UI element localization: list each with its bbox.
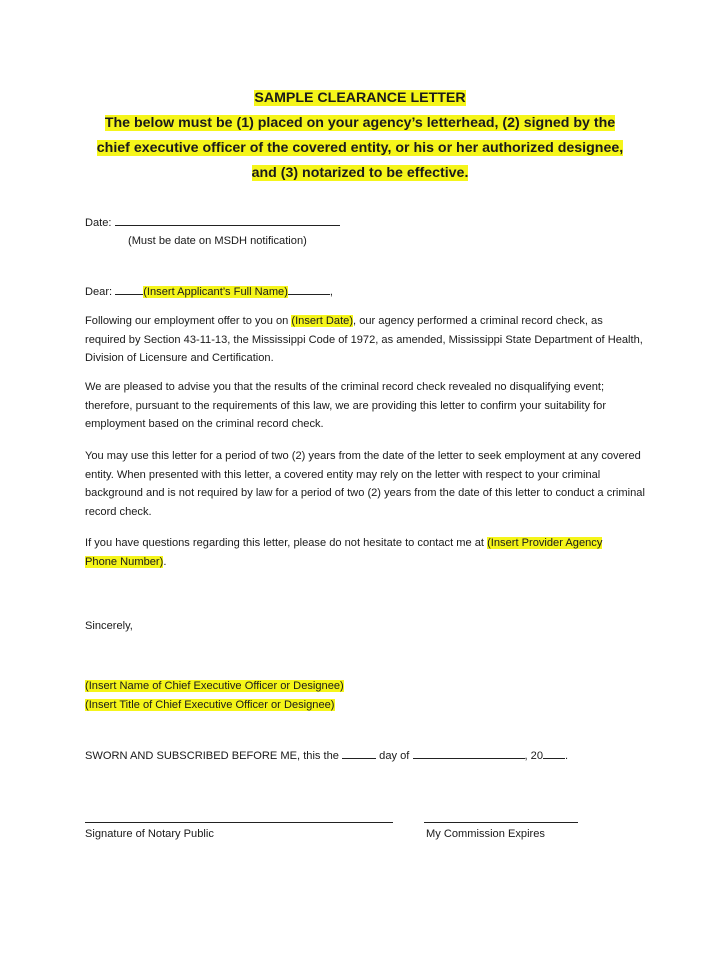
signatory-block	[85, 677, 645, 714]
notary-line	[85, 746, 645, 766]
salutation-blank-right	[288, 282, 330, 295]
notary-year-blank	[543, 746, 565, 759]
signatory-title-placeholder: (Insert Title of Chief Executive Officer or Designee)	[85, 698, 335, 711]
notary-text-1: SWORN AND SUBSCRIBED BEFORE ME, this the	[85, 750, 339, 762]
date-blank	[115, 213, 340, 226]
insert-date-placeholder: (Insert Date)	[291, 315, 354, 327]
salutation-line	[85, 282, 645, 302]
paragraph-1	[85, 312, 645, 368]
letter-title: SAMPLE CLEARANCE LETTER	[254, 90, 466, 106]
paragraph-2: We are pleased to advise you that the results of the criminal record check revealed no disqualifying event; therefore, pursuant to the requirements of this law, we are providing this letter to confirm your suitability for employment based on the criminal record check.	[85, 381, 607, 430]
notary-signature-line	[85, 822, 393, 823]
date-label: Date:	[85, 217, 112, 229]
title-block	[60, 86, 660, 186]
date-line	[85, 213, 645, 233]
applicant-name-placeholder: (Insert Applicant’s Full Name)	[143, 286, 288, 298]
notary-month-blank	[413, 746, 525, 759]
notary-text-4: .	[565, 750, 569, 762]
commission-expires-line	[424, 822, 578, 823]
date-note: (Must be date on MSDH notification)	[128, 235, 307, 247]
salutation-label: Dear:	[85, 286, 113, 298]
instruction-line-1: The below must be (1) placed on your agency’s letterhead, (2) signed by the	[104, 115, 616, 131]
phone-number-placeholder: (Insert Provider Agency Phone Number)	[85, 537, 603, 568]
notary-text-3: , 20	[524, 750, 544, 762]
instruction-line-2: chief executive officer of the covered entity, or his or her authorized designee,	[96, 140, 624, 156]
paragraph-4	[85, 534, 615, 571]
salutation-suffix: ,	[329, 286, 334, 298]
paragraph-4-end: .	[163, 555, 167, 568]
notary-text-2: day of	[379, 750, 410, 762]
notary-day-blank	[342, 746, 376, 759]
paragraph-1-start: Following our employment offer to you on	[85, 315, 292, 327]
instruction-line-3: and (3) notarized to be effective.	[251, 165, 469, 181]
commission-expires-label: My Commission Expires	[426, 828, 545, 840]
paragraph-3: You may use this letter for a period of two (2) years from the date of the letter to seek employment at any covered entity. When presented with this letter, a covered entity may rely on the letter with respect to your criminal background and is not required by law for a period of two (2) years from the date of this letter to conduct a criminal record check.	[85, 450, 645, 518]
paragraph-1-end: , our agency performed a criminal record check, as required by Section 43-11-13, the Mississippi Code of 1972, as amended, Mississippi State Department of Health, Division of Licensure and Certification.	[85, 315, 643, 364]
notary-signature-label: Signature of Notary Public	[85, 828, 214, 840]
paragraph-4-start: If you have questions regarding this letter, please do not hesitate to contact me at	[85, 537, 488, 549]
closing: Sincerely,	[85, 620, 133, 632]
salutation-blank-left	[115, 282, 143, 295]
signatory-name-placeholder: (Insert Name of Chief Executive Officer or Designee)	[85, 680, 344, 692]
